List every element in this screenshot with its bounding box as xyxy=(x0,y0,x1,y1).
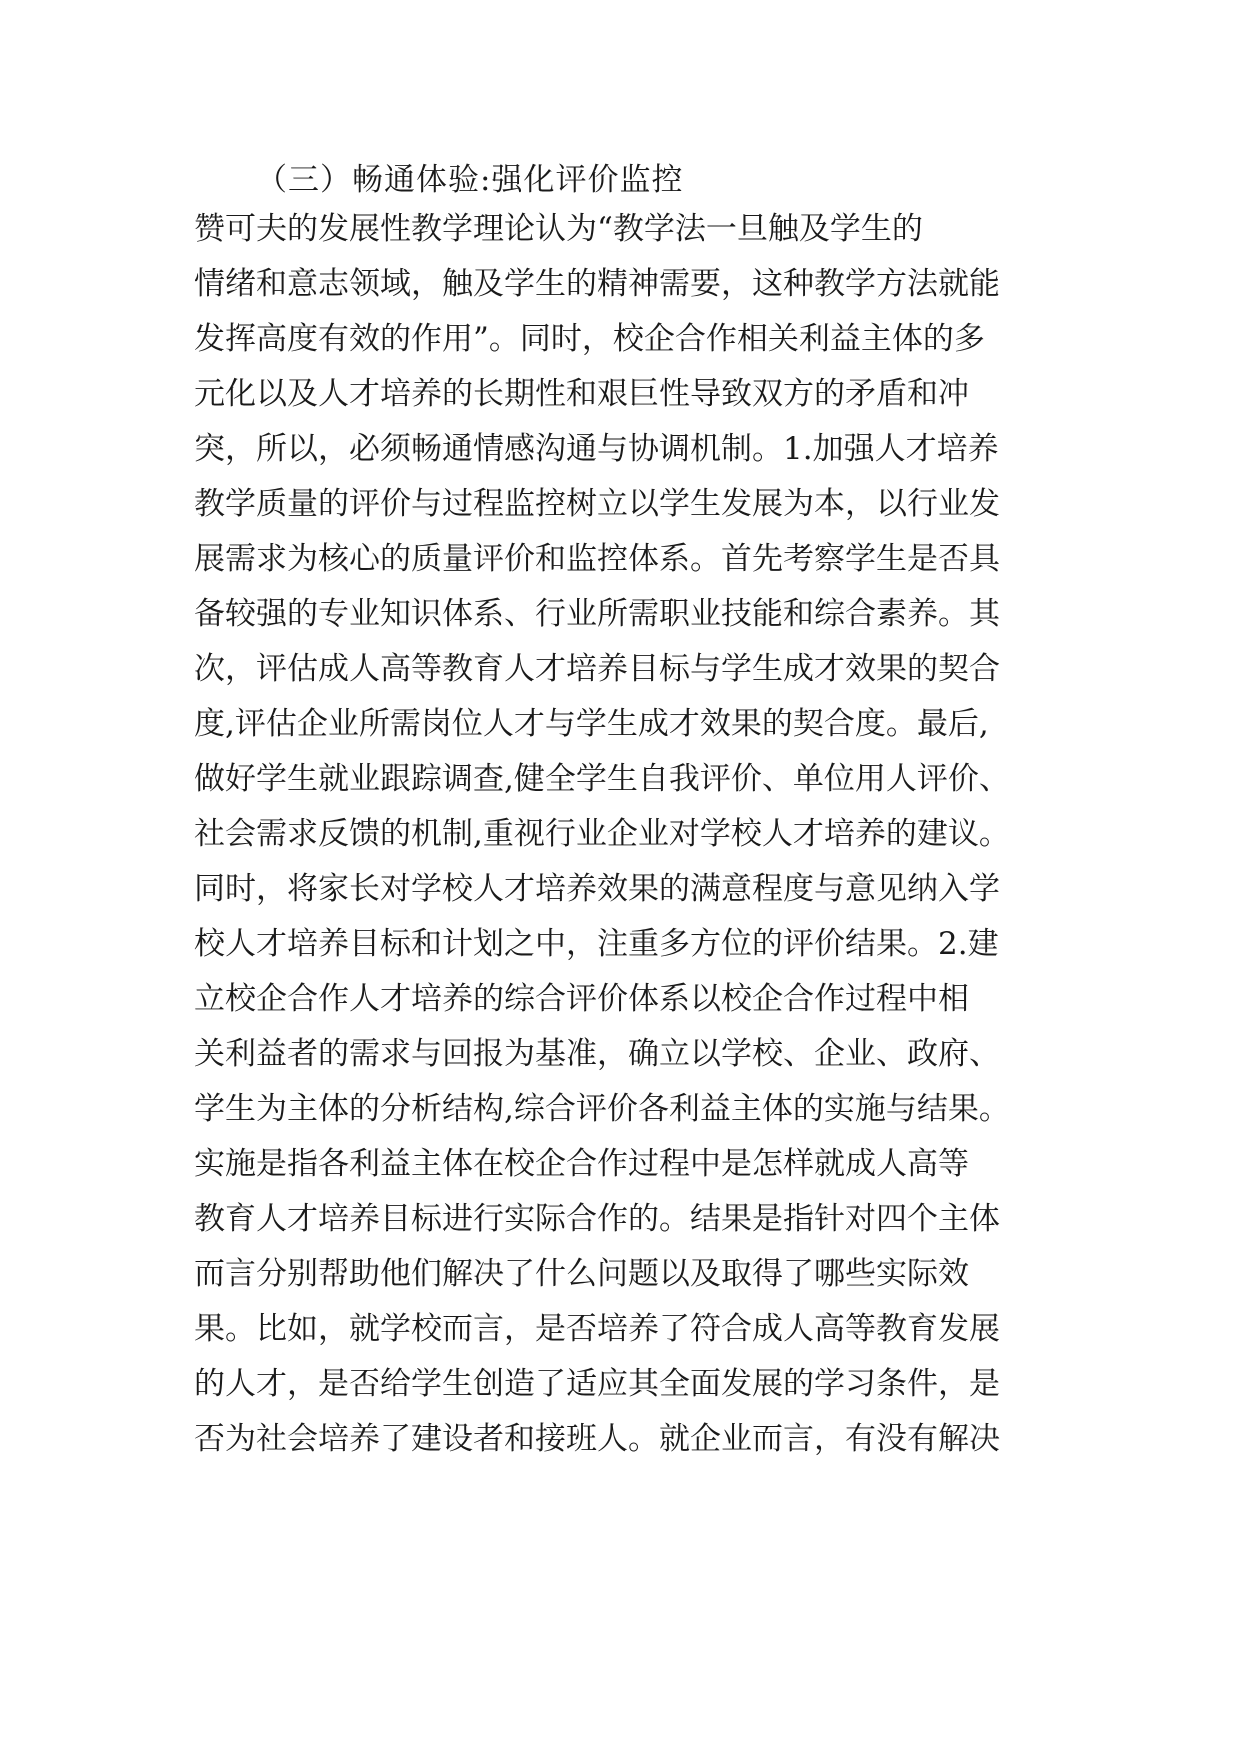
paragraph-line: 突，所以，必须畅通情感沟通与协调机制。1.加强人才培养 xyxy=(194,431,999,467)
paragraph-line: 而言分别帮助他们解决了什么问题以及取得了哪些实际效 xyxy=(194,1256,969,1292)
paragraph-line: 果。比如，就学校而言，是否培养了符合成人高等教育发展 xyxy=(194,1311,1000,1347)
paragraph-line: 发挥高度有效的作用”。同时，校企合作相关利益主体的多 xyxy=(194,321,985,357)
paragraph-line: 校人才培养目标和计划之中，注重多方位的评价结果。2.建 xyxy=(194,926,999,962)
paragraph-line: 实施是指各利益主体在校企合作过程中是怎样就成人高等 xyxy=(194,1146,969,1182)
paragraph-line: 教育人才培养目标进行实际合作的。结果是指针对四个主体 xyxy=(194,1201,1000,1237)
paragraph-line: 关利益者的需求与回报为基准，确立以学校、企业、政府、 xyxy=(194,1036,1000,1072)
paragraph-line: 社会需求反馈的机制,重视行业企业对学校人才培养的建议。 xyxy=(194,816,1010,852)
paragraph-line: 做好学生就业跟踪调查,健全学生自我评价、单位用人评价、 xyxy=(194,761,1010,797)
paragraph-line: 情绪和意志领域，触及学生的精神需要，这种教学方法就能 xyxy=(194,266,1000,302)
paragraph-line: 展需求为核心的质量评价和监控体系。首先考察学生是否具 xyxy=(194,541,1000,577)
paragraph-line: 立校企合作人才培养的综合评价体系以校企合作过程中相 xyxy=(194,981,969,1017)
paragraph-line: 否为社会培养了建设者和接班人。就企业而言，有没有解决 xyxy=(194,1421,1000,1457)
paragraph-line: 赞可夫的发展性教学理论认为“教学法一旦触及学生的 xyxy=(194,211,923,247)
paragraph-line: 次，评估成人高等教育人才培养目标与学生成才效果的契合 xyxy=(194,651,1000,687)
paragraph-line: 的人才，是否给学生创造了适应其全面发展的学习条件，是 xyxy=(194,1366,1000,1402)
paragraph-line: 教学质量的评价与过程监控树立以学生发展为本，以行业发 xyxy=(194,486,1000,522)
paragraph-line: 学生为主体的分析结构,综合评价各利益主体的实施与结果。 xyxy=(194,1091,1010,1127)
section-heading: （三）畅通体验:强化评价监控 xyxy=(256,162,684,198)
paragraph-line: 元化以及人才培养的长期性和艰巨性导致双方的矛盾和冲 xyxy=(194,376,969,412)
paragraph-line: 度,评估企业所需岗位人才与学生成才效果的契合度。最后, xyxy=(194,706,989,742)
paragraph-line: 同时，将家长对学校人才培养效果的满意程度与意见纳入学 xyxy=(194,871,1000,907)
paragraph-line: 备较强的专业知识体系、行业所需职业技能和综合素养。其 xyxy=(194,596,1000,632)
